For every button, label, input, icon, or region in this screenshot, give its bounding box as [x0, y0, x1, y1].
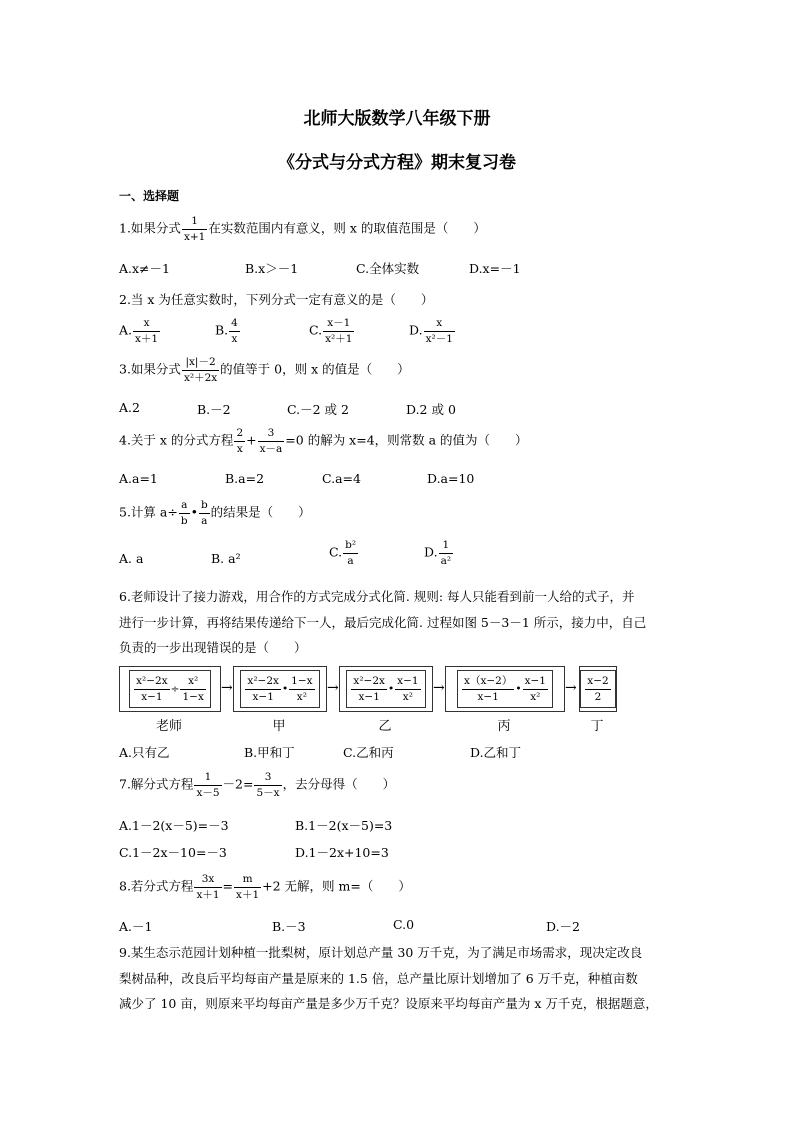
question-1: 1.如果分式 $\frac{1}{x+1}$ 在实数范围内有意义，则 x 的取值范围是（ ） — [119, 215, 486, 243]
relay-box-ding: $\frac{x-2}{2}$ — [579, 666, 617, 712]
q5-option-b: B. a² — [211, 551, 241, 566]
q2-option-d: D. $\frac{x}{\text{x²－1}}$ — [409, 317, 453, 345]
relay-box-bing: $\frac{x(x-2)}{x-1}$ • $\frac{x-1}{\text{x²}}$ — [445, 666, 565, 712]
q6-option-c: C.乙和丙 — [343, 745, 394, 760]
question-2: 2.当 x 为任意实数时，下列分式一定有意义的是（ ） — [119, 292, 434, 307]
relay-diagram — [119, 666, 619, 732]
relay-label-bing: 丙 — [497, 719, 511, 734]
fraction: $\frac{|x|-2}{\text{x²＋2x}}$ — [183, 356, 218, 384]
q5-option-c: C. $\frac{\text{b²}}{a}$ — [329, 539, 357, 567]
relay-box-teacher: $\frac{\text{x²−2x}}{x-1}$ ÷ $\frac{\text{x²}}{1-x}$ — [119, 666, 221, 712]
q7-option-b: B.1－2(x－5)=3 — [295, 818, 393, 833]
page-subtitle: 《分式与分式方程》期末复习卷 — [278, 153, 516, 173]
q5-option-a: A. a — [119, 551, 144, 566]
relay-box-yi: $\frac{\text{x²−2x}}{x-1}$ • $\frac{x-1}{\text{x²}}$ — [339, 666, 433, 712]
relay-label-jia: 甲 — [272, 719, 286, 734]
q4-option-b: B.a=2 — [225, 471, 265, 486]
relay-box-jia: $\frac{\text{x²−2x}}{x-1}$ • $\frac{1-x}{\text{x²}}$ — [233, 666, 327, 712]
question-6: 6.老师设计了接力游戏，用合作的方式完成分式化简. 规则: 每人只能看到前一人给的式子，并 进行一步计算，再将结果传递给下一人，最后完成化简. 过程如图 5－3－1 所示，接力中，自己 负责的一步出现错误的是（ ） — [119, 589, 647, 655]
question-7: 7.解分式方程 $\frac{1}{x-5}$ －2= $\frac{3}{5-x}$ ，去分母得（ ） — [119, 771, 396, 799]
q4-option-d: D.a=10 — [427, 471, 475, 486]
question-4: 4.关于 x 的分式方程 $\frac{2}{x}$ + $\frac{3}{x-a}$ =0 的解为 x=4，则常数 a 的值为（ ） — [119, 427, 528, 455]
arrow-icon: → — [221, 680, 233, 696]
q8-option-b: B.－3 — [272, 919, 306, 934]
question-9: 9.某生态示范园计划种植一批梨树，原计划总产量 30 万千克，为了满足市场需求，现决定改良 梨树品种，改良后平均每亩产量是原来的 1.5 倍，总产量比原计划增加了 6 万千克，种植亩数 减少了 10 亩，则原来平均每亩产量是多少万千克？设原来平均每亩产量为 x 万千克，根据题意， — [119, 945, 658, 1011]
q6-option-d: D.乙和丁 — [470, 745, 522, 760]
q3-option-a: A.2 — [119, 400, 140, 415]
arrow-icon: → — [565, 680, 577, 696]
question-3: 3.如果分式 $\frac{|x|-2}{\text{x²＋2x}}$ 的值等于 0，则 x 的值是（ ） — [119, 356, 410, 384]
relay-label-yi: 乙 — [378, 719, 392, 734]
question-8: 8.若分式方程 $\frac{3x}{x+1}$ = $\frac{m}{x+1}$ +2 无解，则 m=（ ） — [119, 873, 411, 901]
q6-option-a: A.只有乙 — [119, 745, 170, 760]
q1-option-b: B.x＞－1 — [245, 261, 299, 276]
q8-option-d: D.－2 — [546, 919, 581, 934]
section-heading: 一、选择题 — [119, 189, 180, 203]
q3-option-b: B.－2 — [197, 402, 231, 417]
q7-option-a: A.1－2(x－5)=－3 — [119, 818, 229, 833]
q7-option-c: C.1－2x－10=－3 — [119, 845, 227, 860]
relay-label-ding: 丁 — [590, 719, 604, 734]
q1-option-a: A.x≠－1 — [119, 261, 170, 276]
q2-option-b: B. $\frac{4}{x}$ — [215, 317, 238, 345]
q2-option-c: C. $\frac{x-1}{\text{x²＋1}}$ — [309, 317, 353, 345]
q1-option-c: C.全体实数 — [356, 261, 420, 276]
q1-option-d: D.x=－1 — [469, 261, 521, 276]
arrow-icon: → — [327, 680, 339, 696]
fraction: $\frac{1}{x+1}$ — [183, 215, 206, 243]
q4-option-c: C.a=4 — [322, 471, 361, 486]
q5-option-d: D. $\frac{1}{\text{a²}}$ — [424, 539, 452, 567]
question-5: 5.计算 a÷ $\frac{a}{b}$ • $\frac{b}{a}$ 的结果是（ ） — [119, 499, 311, 527]
q4-option-a: A.a=1 — [119, 471, 158, 486]
q6-option-b: B.甲和丁 — [244, 745, 295, 760]
arrow-icon: → — [433, 680, 445, 696]
q8-option-a: A.－1 — [119, 919, 153, 934]
page-title: 北师大版数学八年级下册 — [303, 109, 491, 129]
relay-label-teacher: 老师 — [155, 719, 182, 734]
q3-option-c: C.－2 或 2 — [287, 402, 349, 417]
q7-option-d: D.1－2x+10=3 — [295, 845, 389, 860]
q3-option-d: D.2 或 0 — [406, 402, 456, 417]
q2-option-a: A. $\frac{x}{x+1}$ — [119, 317, 159, 345]
q8-option-c: C.0 — [393, 917, 415, 932]
